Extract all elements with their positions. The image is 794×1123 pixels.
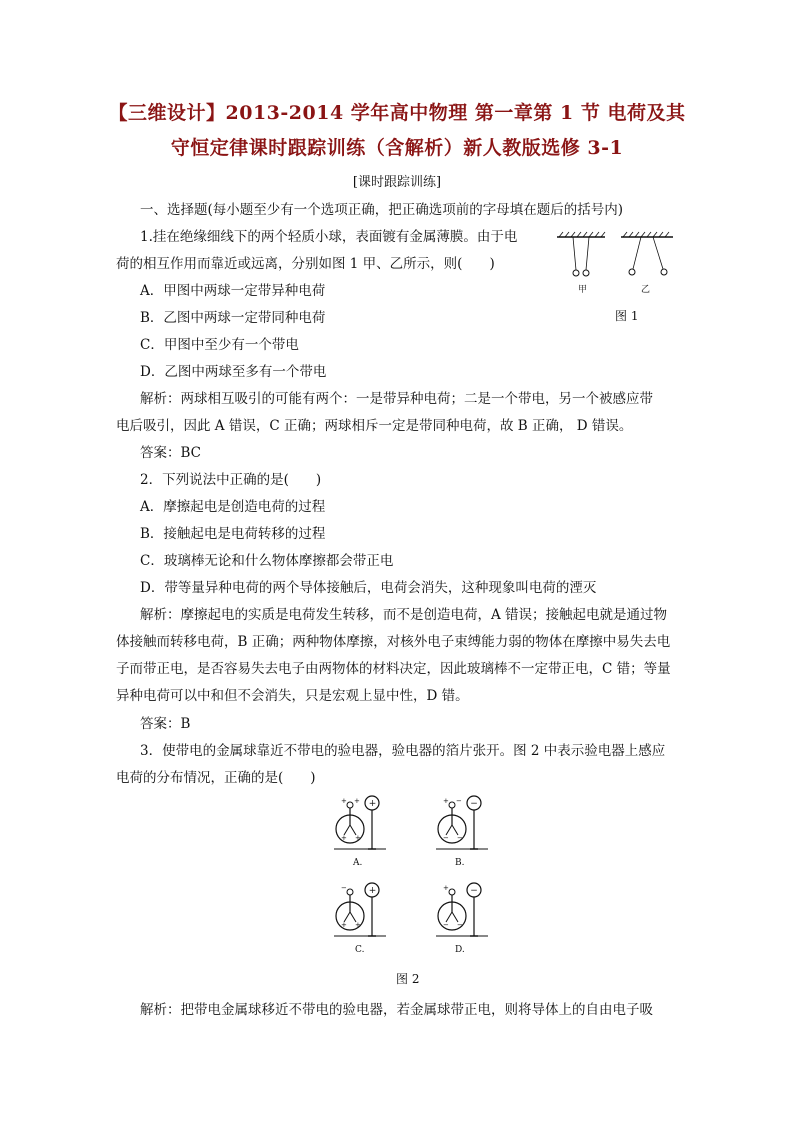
q1-option-d: D．乙图中两球至多有一个带电 bbox=[140, 364, 327, 380]
svg-text:+: + bbox=[341, 921, 347, 929]
q2-analysis-line3: 子而带正电，是否容易失去电子由两物体的材料决定，因此玻璃棒不一定带正电，C 错；等量 bbox=[116, 661, 671, 677]
q2-option-d: D．带等量异种电荷的两个导体接触后，电荷会消失，这种现象叫电荷的湮灭 bbox=[140, 580, 597, 596]
svg-text:−: − bbox=[456, 797, 462, 805]
q2-answer: 答案：B bbox=[140, 716, 191, 732]
q1-option-b: B．乙图中两球一定带同种电荷 bbox=[140, 310, 326, 326]
q1-option-a: A．甲图中两球一定带异种电荷 bbox=[140, 283, 326, 299]
page-title-line2: 守恒定律课时跟踪训练（含解析）新人教版选修 3-1 bbox=[170, 137, 624, 159]
section-heading: 一、选择题(每小题至少有一个选项正确，把正确选项前的字母填在题后的括号内) bbox=[140, 202, 624, 218]
figure-1-label-yi: 乙 bbox=[641, 285, 651, 295]
svg-text:+: + bbox=[355, 834, 361, 842]
figure-2-panel-d-label: D. bbox=[455, 945, 465, 955]
figure-2-panel-c-sign: + bbox=[368, 885, 377, 896]
figure-1-jia bbox=[557, 232, 605, 276]
q2-stem: 2．下列说法中正确的是( ) bbox=[140, 472, 322, 488]
q1-stem-line1: 1.挂在绝缘细线下的两个轻质小球，表面镀有金属薄膜。由于电 bbox=[140, 229, 518, 245]
figure-2-panel-a-label: A. bbox=[353, 858, 363, 868]
figure-1-label-jia: 甲 bbox=[578, 285, 588, 295]
figure-2-caption: 图 2 bbox=[396, 972, 420, 986]
q1-analysis-line2: 电后吸引，因此 A 错误，C 正确；两球相斥一定是带同种电荷，故 B 正确， D 错误。 bbox=[116, 418, 633, 434]
svg-text:−: − bbox=[443, 834, 449, 842]
figure-2-panel-c-label: C. bbox=[355, 945, 365, 955]
svg-text:+: + bbox=[354, 797, 360, 805]
q2-analysis-line4: 异种电荷可以中和但不会消失，只是宏观上显中性，D 错。 bbox=[116, 688, 469, 704]
q2-option-c: C．玻璃棒无论和什么物体摩擦都会带正电 bbox=[140, 553, 394, 569]
figure-1-diagram bbox=[555, 230, 685, 290]
figure-2-panel-b bbox=[432, 795, 492, 855]
q1-analysis-line1: 解析：两球相互吸引的可能有两个：一是带异种电荷；二是一个带电，另一个被感应带 bbox=[140, 391, 653, 407]
figure-1-yi bbox=[621, 232, 673, 275]
q2-option-a: A．摩擦起电是创造电荷的过程 bbox=[140, 499, 326, 515]
svg-text:−: − bbox=[457, 921, 463, 929]
figure-2-panel-b-label: B. bbox=[455, 858, 465, 868]
figure-2-panel-a-sign: + bbox=[368, 798, 377, 809]
svg-text:−: − bbox=[341, 884, 347, 892]
svg-text:+: + bbox=[355, 921, 361, 929]
svg-text:+: + bbox=[341, 797, 347, 805]
svg-text:−: − bbox=[457, 834, 463, 842]
svg-text:+: + bbox=[443, 884, 449, 892]
q1-answer: 答案：BC bbox=[140, 445, 202, 461]
figure-2-panel-c bbox=[330, 882, 390, 942]
q3-analysis-line1: 解析：把带电金属球移近不带电的验电器，若金属球带正电，则将导体上的自由电子吸 bbox=[140, 1002, 653, 1018]
figure-2-panel-b-sign: − bbox=[470, 798, 478, 809]
svg-text:−: − bbox=[443, 921, 449, 929]
q2-option-b: B．接触起电是电荷转移的过程 bbox=[140, 526, 326, 542]
q2-analysis-line1: 解析：摩擦起电的实质是电荷发生转移，而不是创造电荷，A 错误；接触起电就是通过物 bbox=[140, 607, 668, 623]
q3-stem-line2: 电荷的分布情况，正确的是( ) bbox=[116, 770, 316, 786]
svg-text:+: + bbox=[341, 834, 347, 842]
figure-2-panel-a bbox=[330, 795, 390, 855]
figure-2-panel-d-sign: − bbox=[470, 885, 478, 896]
figure-1-caption: 图 1 bbox=[615, 309, 639, 323]
q1-stem-line2: 荷的相互作用而靠近或远离，分别如图 1 甲、乙所示，则( ) bbox=[116, 256, 495, 272]
page-subtitle: [课时跟踪训练] bbox=[352, 175, 442, 190]
q2-analysis-line2: 体接触而转移电荷，B 正确；两种物体摩擦，对核外电子束缚能力弱的物体在摩擦中易失去电 bbox=[116, 634, 671, 650]
figure-2-panel-d bbox=[432, 882, 492, 942]
q1-option-c: C．甲图中至少有一个带电 bbox=[140, 337, 299, 353]
page-title-line1: 【三维设计】2013-2014 学年高中物理 第一章第 1 节 电荷及其 bbox=[108, 102, 686, 124]
svg-text:+: + bbox=[443, 797, 449, 805]
q3-stem-line1: 3．使带电的金属球靠近不带电的验电器，验电器的箔片张开。图 2 中表示验电器上感应 bbox=[140, 743, 666, 759]
